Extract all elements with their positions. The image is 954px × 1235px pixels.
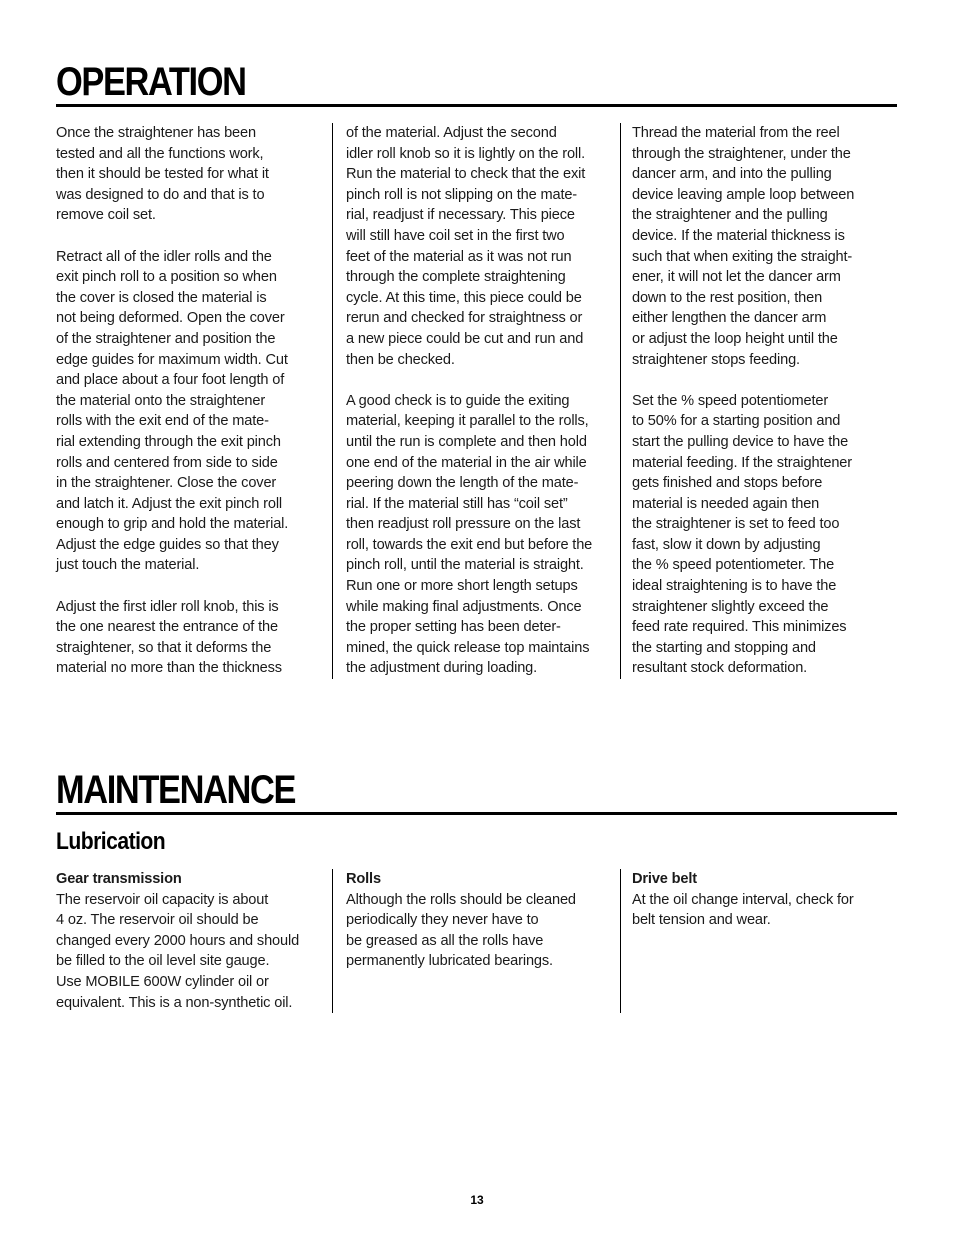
operation-column-1 <box>56 123 332 679</box>
operation-heading-rule <box>56 104 897 107</box>
paragraph: Set the % speed potentiometer to 50% for a starting position and start the pulling device to have the material feeding. If the straightener gets finished and stops before material is needed again then the straightener is set to feed too fast, slow it down by adjusting the % speed potentiometer. The ideal straightening is to have the straightener slightly exceed the feed rate required. This minimizes the starting and stopping and resultant stock deformation. <box>632 392 852 677</box>
item-body: At the oil change interval, check for belt tension and wear. <box>632 891 854 929</box>
maintenance-item-rolls <box>332 869 620 1013</box>
item-title: Gear transmission <box>56 871 182 887</box>
paragraph: Once the straightener has been tested and all the functions work, then it should be tested for what it was designed to do and that is to remove coil set. <box>56 125 269 224</box>
paragraph: Retract all of the idler rolls and the exit pinch roll to a position so when the cover is closed the material is not being deformed. Open the cover of the straightener and position the edge guides for maximum width. Cut and place about a four foot length of the material onto the straightener rolls with the exit end of the mate- rial extending through the exit pinch rolls and centered from side to side in the straightener. Close the cover and latch it. Adjust the exit pinch roll enough to grip and hold the material. Adjust the edge guides so that they just touch the material. <box>56 248 289 574</box>
maintenance-heading: MAINTENANCE <box>56 768 296 812</box>
page-number: 13 <box>470 1193 484 1207</box>
paragraph: A good check is to guide the exiting material, keeping it parallel to the rolls, until the run is complete and then hold one end of the material in the air while peering down the length of the mate- rial. If the material still has “coil set” then readjust roll pressure on the last roll, towards the exit end but before the pinch roll, until the material is straight. Run one or more short length setups while making final adjustments. Once the proper setting has been deter- mined, the quick release top maintains the adjustment during loading. <box>346 392 593 677</box>
operation-column-3 <box>620 123 894 679</box>
operation-column-2 <box>332 123 620 679</box>
lubrication-subheading: Lubrication <box>56 828 166 855</box>
paragraph: of the material. Adjust the second idler roll knob so it is lightly on the roll. Run the material to check that the exit pinch roll is not slipping on the mate- rial, readjust if necessary. This piece will still have coil set in the first two feet of the material as it was not run through the complete straightening cycle. At this time, this piece could be rerun and checked for straightness or a new piece could be cut and run and then be checked. <box>346 125 586 368</box>
operation-columns <box>56 123 897 679</box>
maintenance-heading-rule <box>56 812 897 815</box>
paragraph: Thread the material from the reel through the straightener, under the dancer arm, and into the pulling device leaving ample loop between the straightener and the pulling device. If the material thickness is such that when exiting the straight- ener, it will not let the dancer arm down to the rest position, then either lengthen the dancer arm or adjust the loop height until the straightener stops feeding. <box>632 125 855 368</box>
item-body: Although the rolls should be cleaned periodically they never have to be greased as all the rolls have permanently lubricated bearings. <box>346 891 576 970</box>
maintenance-item-gear-transmission <box>56 869 332 1013</box>
item-title: Drive belt <box>632 871 698 887</box>
paragraph: Adjust the first idler roll knob, this is the one nearest the entrance of the straightener, so that it deforms the material no more than the thickness <box>56 598 282 677</box>
maintenance-columns <box>56 869 897 1013</box>
operation-heading: OPERATION <box>56 60 246 104</box>
maintenance-item-drive-belt <box>620 869 894 1013</box>
item-body: The reservoir oil capacity is about 4 oz. The reservoir oil should be changed every 2000 hours and should be filled to the oil level site gauge. Use MOBILE 600W cylinder oil or equivalent. This is a non-synthetic oil. <box>56 891 300 1011</box>
item-title: Rolls <box>346 871 381 887</box>
